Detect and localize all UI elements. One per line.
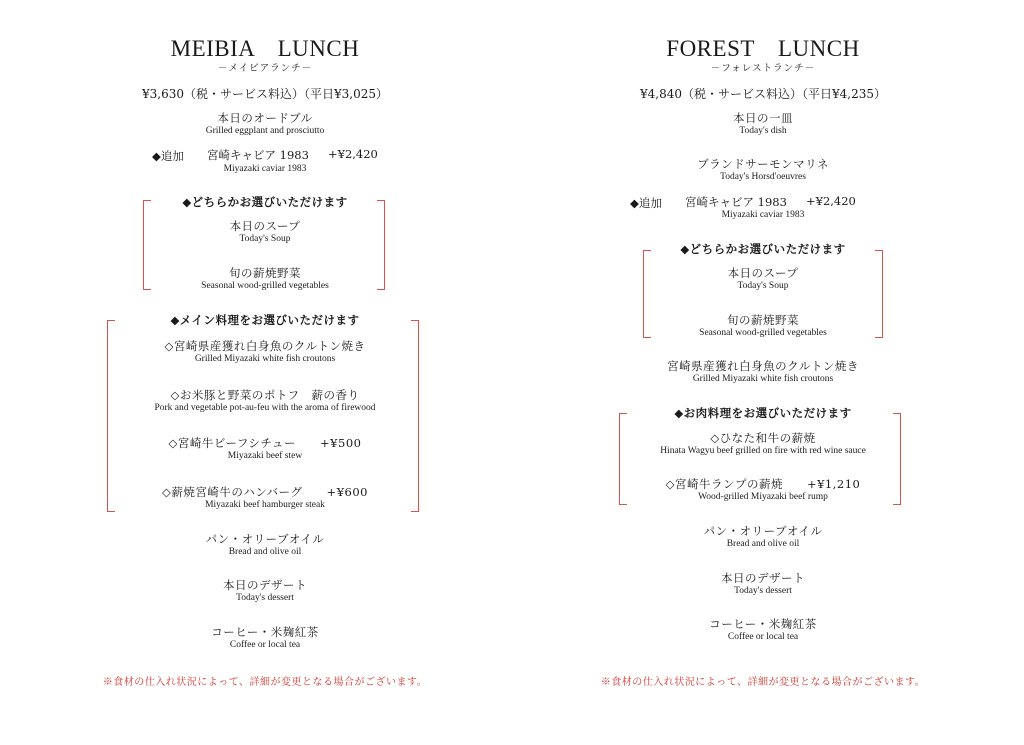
menu-title: FOREST LUNCH bbox=[666, 36, 860, 61]
menu-price: ¥3,630（税・サービス料込）（平日¥3,025） bbox=[142, 87, 388, 101]
salmon-en: Today's Horsd'oeuvres bbox=[720, 172, 806, 182]
notice-text: ※食材の仕入れ状況によって、詳細が変更となる場合がございます。 bbox=[102, 677, 428, 688]
main-item-en: Miyazaki beef stew bbox=[227, 451, 303, 461]
dessert-en: Today's dessert bbox=[734, 586, 792, 596]
addon-price: +¥2,420 bbox=[806, 194, 856, 208]
dessert-jp: 本日のデザート bbox=[721, 571, 805, 585]
addon-en: Miyazaki caviar 1983 bbox=[223, 164, 307, 174]
addon-name: 宮崎キャビア 1983 bbox=[685, 195, 787, 209]
choice1-item-en: Today's Soup bbox=[239, 234, 291, 244]
main-item-jp: ◇宮崎県産獲れ白身魚のクルトン焼き bbox=[164, 339, 366, 353]
dish-jp: 本日の一皿 bbox=[733, 111, 793, 125]
choice2-heading: ◆メイン料理をお選びいただけます bbox=[170, 313, 360, 327]
coffee-jp: コーヒー・米麹紅茶 bbox=[211, 625, 319, 639]
fish-jp: 宮崎県産獲れ白身魚のクルトン焼き bbox=[667, 359, 859, 373]
main-item-jp: ◇宮崎牛ビーフシチュー +¥500 bbox=[168, 436, 362, 450]
bread-jp: パン・オリーブオイル bbox=[703, 524, 823, 538]
choice1-item-jp: 旬の薪焼野菜 bbox=[229, 266, 301, 280]
bread-en: Bread and olive oil bbox=[228, 547, 302, 557]
dish-en: Today's dish bbox=[739, 126, 787, 136]
choice1-item-en: Today's Soup bbox=[737, 281, 789, 291]
coffee-en: Coffee or local tea bbox=[229, 640, 301, 650]
choice1-item-jp: 本日のスープ bbox=[727, 266, 799, 280]
choice2-heading: ◆お肉料理をお選びいただけます bbox=[674, 406, 852, 420]
coffee-jp: コーヒー・米麹紅茶 bbox=[709, 617, 817, 631]
notice-text: ※食材の仕入れ状況によって、詳細が変更となる場合がございます。 bbox=[600, 677, 926, 688]
addon-mark: ◆追加 bbox=[630, 196, 662, 210]
addon-price: +¥2,420 bbox=[328, 147, 378, 161]
meat-item-en: Wood-grilled Miyazaki beef rump bbox=[698, 492, 828, 502]
bread-en: Bread and olive oil bbox=[726, 539, 800, 549]
menu-subtitle: －フォレストランチ－ bbox=[710, 63, 816, 74]
choice1-item-jp: 旬の薪焼野菜 bbox=[727, 313, 799, 327]
menu-subtitle: －メイビアランチ－ bbox=[217, 63, 313, 74]
salmon-jp: ブランドサーモンマリネ bbox=[697, 157, 829, 171]
addon-name: 宮崎キャビア 1983 bbox=[207, 148, 309, 162]
meat-item-en: Hinata Wagyu beef grilled on fire with red wine sauce bbox=[660, 446, 866, 456]
fish-en: Grilled Miyazaki white fish croutons bbox=[692, 374, 834, 384]
main-item-en: Grilled Miyazaki white fish croutons bbox=[194, 354, 336, 364]
main-item-en: Pork and vegetable pot-au-feu with the aroma of firewood bbox=[154, 403, 376, 413]
meat-item-jp: ◇宮崎牛ランプの薪焼 +¥1,210 bbox=[665, 477, 861, 491]
choice1-item-en: Seasonal wood-grilled vegetables bbox=[201, 281, 329, 291]
hors-jp: 本日のオードブル bbox=[217, 111, 313, 125]
main-item-jp: ◇薪焼宮崎牛のハンバーグ +¥600 bbox=[162, 485, 368, 499]
choice1-heading: ◆どちらかお選びいただけます bbox=[680, 242, 846, 256]
dessert-en: Today's dessert bbox=[236, 593, 294, 603]
main-item-en: Miyazaki beef hamburger steak bbox=[205, 500, 325, 510]
choice1-item-jp: 本日のスープ bbox=[229, 219, 301, 233]
coffee-en: Coffee or local tea bbox=[727, 632, 799, 642]
menu-price: ¥4,840（税・サービス料込）（平日¥4,235） bbox=[640, 87, 886, 101]
addon-mark: ◆追加 bbox=[152, 149, 184, 163]
forest-lunch-menu bbox=[513, 0, 1013, 745]
addon-en: Miyazaki caviar 1983 bbox=[721, 210, 805, 220]
meibia-lunch-menu bbox=[15, 0, 515, 745]
menu-title: MEIBIA LUNCH bbox=[170, 36, 360, 61]
choice1-item-en: Seasonal wood-grilled vegetables bbox=[699, 328, 827, 338]
choice1-heading: ◆どちらかお選びいただけます bbox=[182, 195, 348, 209]
meat-item-jp: ◇ひなた和牛の薪焼 bbox=[710, 431, 816, 445]
dessert-jp: 本日のデザート bbox=[223, 578, 307, 592]
hors-en: Grilled eggplant and prosciutto bbox=[205, 126, 325, 136]
main-item-jp: ◇お米豚と野菜のポトフ 薪の香り bbox=[170, 388, 360, 402]
bread-jp: パン・オリーブオイル bbox=[205, 532, 325, 546]
